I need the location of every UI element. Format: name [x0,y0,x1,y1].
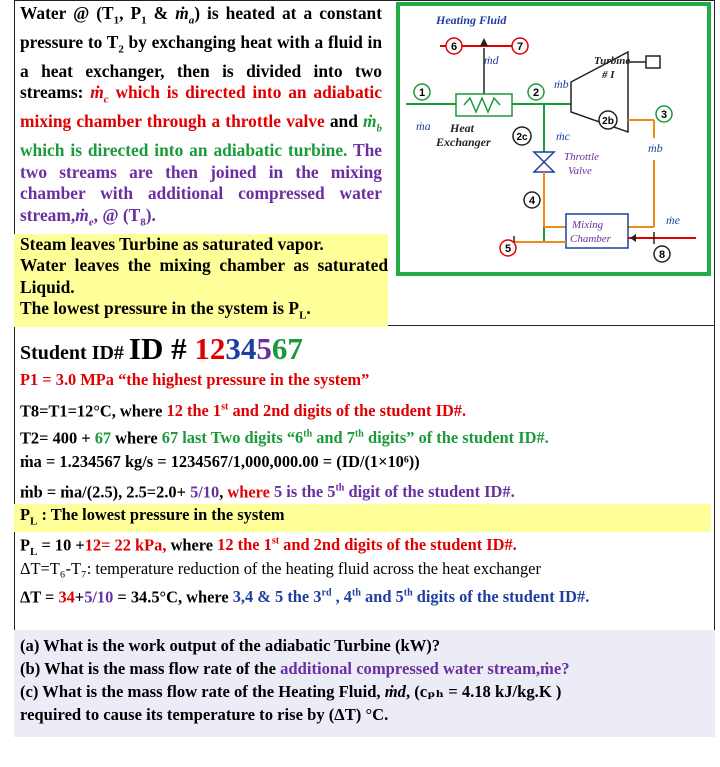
flow-me-label: ṁe [666,213,680,227]
student-id-value: ID # 1234567 [128,331,303,366]
problem-text-red: ṁ$_c$ which is directed into an adiabatic mixing chamber through a throttle valve [20,82,382,132]
throttle-valve-bottom [534,162,554,172]
highlight-block [14,234,388,327]
state-5-label: 5 [504,243,512,255]
throttle-label-2: Valve [568,165,592,177]
flow-md-label: ṁd [484,53,499,67]
mixing-label-2: Chamber [570,233,611,245]
state-6-label: 6 [450,41,458,53]
state-7-label: 7 [516,41,524,53]
highlight-line-1: Steam leaves Turbine as saturated vapor. [20,233,324,254]
question-a: (a) What is the work output of the adiabatic Turbine (kW)? [20,636,441,655]
line-ma: ṁa = 1.234567 kg/s = 1234567/1,000,000.00 = (ID/(1×10⁶)) [20,452,420,471]
student-id-label: Student ID# [20,342,129,364]
question-c-continued: required to cause its temperature to rise by (ΔT) °C. [20,705,389,724]
flow-ma-label: ṁa [416,119,431,133]
line-dt-definition: ΔT=T₆-T₇: temperature reduction of the heating fluid across the heat exchanger [20,559,541,578]
turbine-number: # I [602,69,615,81]
flow-mb-label-2: ṁb [648,141,663,155]
highlight-line-3: The lowest pressure in the system is $P_L$. [20,298,311,322]
heating-fluid-label: Heating Fluid [436,13,507,27]
throttle-label-1: Throttle [564,151,600,163]
state-4-label: 4 [528,195,536,207]
flow-mc-label: ṁc [556,129,570,143]
line-mb: ṁb = ṁa/(2.5), 2.5=2.0+ 5/10, where 5 is the 5th digit of the student ID#. [20,482,515,502]
throttle-valve-top [534,152,554,162]
heat-exchanger-label-2: Exchanger [436,135,491,149]
heat-exchanger-label-1: Heat [450,121,474,135]
problem-text-green: ṁ$_b$ which is directed into an adiabatic turbine. [20,111,383,161]
system-diagram [396,2,711,276]
problem-text-and: and [324,111,363,132]
line-pl: $P_L = 10 +12= 22$ kPa, where 12 the 1st and 2nd digits of the student ID#. [20,535,517,558]
line-t2: T2= 400 + 67 where 67 last Two digits “6th and 7th digits” of the student ID#. [20,428,549,448]
problem-statement [20,3,388,327]
problem-text-1: Water @ ($T_1$, $P_1$ & ṁ$_a$) is heated at a constant pressure to $T_2$ by exchanging heat with a fluid in a heat exchanger, then is divided into two streams: [20,3,382,103]
highlight-line-2: Water leaves the mixing chamber as saturated Liquid. [20,255,388,297]
state-8-label: 8 [658,249,666,261]
state-3-label: 3 [660,109,668,121]
state-2b-label: 2b [602,116,614,127]
problem-text-purple: The two streams are then joined in the mixing chamber with additional compressed water stream,ṁ$_e$, @ $(T_8)$. [20,140,382,229]
line-t8: T8=T1=12°C, where 12 the 1st and 2nd digits of the student ID#. [20,401,467,421]
questions-block [14,630,715,737]
question-c: (c) What is the mass flow rate of the Heating Fluid, ṁd, (cₚₕ = 4.18 kJ/kg.K ) [20,682,562,701]
turbine-label: Turbine [594,55,631,67]
state-1-label: 1 [418,87,426,99]
line-p1: P1 = 3.0 MPa “the highest pressure in the system” [20,370,370,389]
mixing-label-1: Mixing [572,219,604,231]
flow-mb-label: ṁb [554,77,569,91]
line-dt: ΔT = 34+5/10 = 34.5°C, where 3,4 & 5 the 3rd , 4th and 5th digits of the student ID#. [20,587,590,607]
state-2c-label: 2c [516,132,528,143]
line-pl-definition: $P_L$ : The lowest pressure in the system [14,504,711,532]
student-id-heading [20,331,303,367]
state-2-label: 2 [532,87,540,99]
question-b: (b) What is the mass flow rate of the additional compressed water stream,ṁe? [20,659,570,678]
